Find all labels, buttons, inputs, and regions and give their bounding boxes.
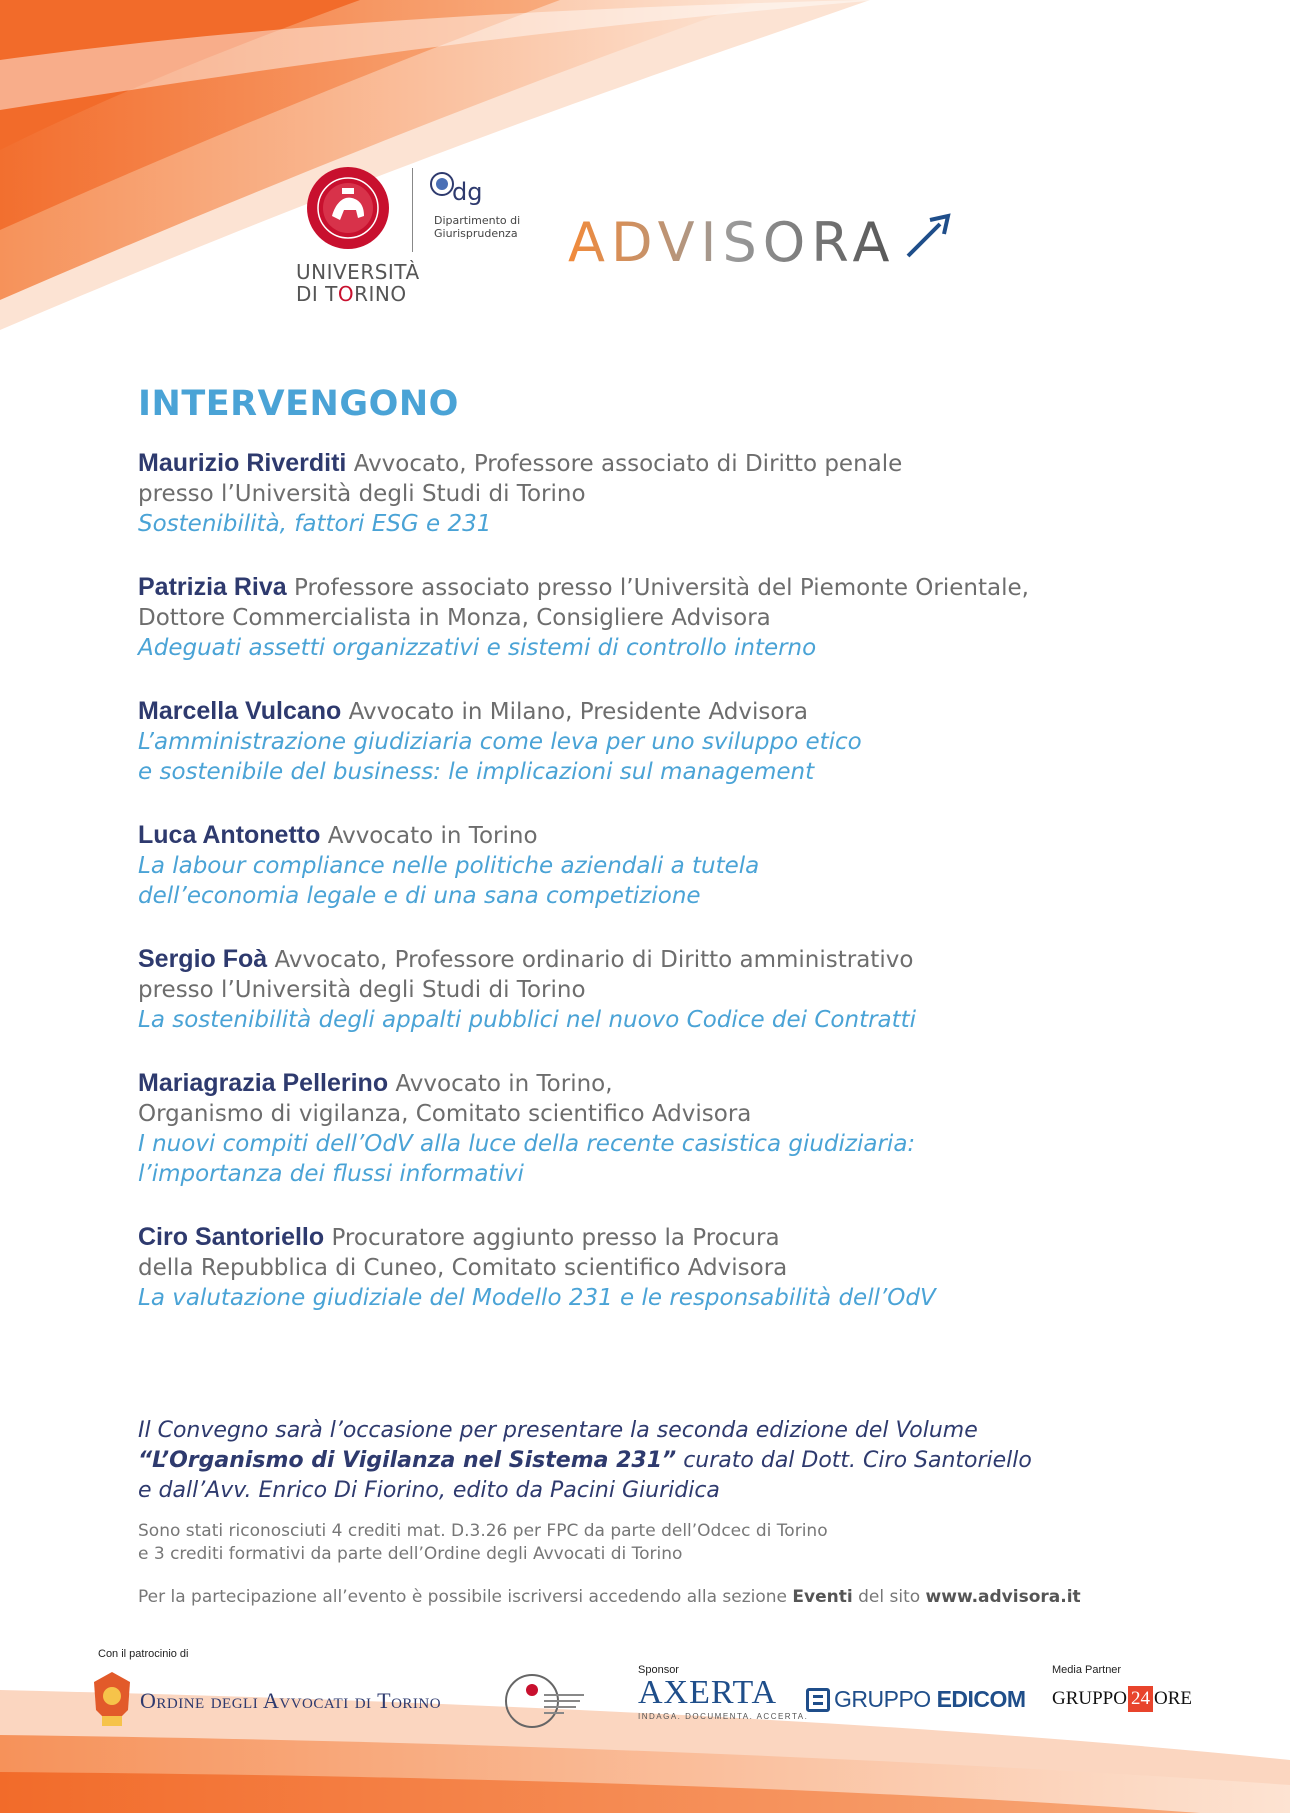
speaker-topic: Sostenibilità, fattori ESG e 231 [138, 511, 492, 537]
sponsor-label: Sponsor [638, 1664, 679, 1676]
speaker-topic: Adeguati assetti organizzativi e sistemi di controllo interno [138, 635, 817, 661]
unito-seal-icon [306, 166, 390, 250]
credits-note: Sono stati riconosciuti 4 crediti mat. D.3.26 per FPC da parte dell’Odcec di Torino e 3 crediti formativi da parte dell’Ordine degli Avvocati di Torino [138, 1521, 828, 1564]
speaker-role: Avvocato in Torino, [395, 1071, 613, 1097]
axerta-logo: AXERTA INDAGA. DOCUMENTA. ACCERTA. [638, 1674, 809, 1721]
speaker-role: Avvocato, Professore ordinario di Diritto amministrativo [274, 947, 914, 973]
speaker-name: Maurizio Riverditi [138, 449, 347, 477]
svg-text:dg: dg [452, 178, 483, 206]
speaker-entry [138, 820, 1218, 911]
speaker-topic: La valutazione giudiziale del Modello 231 e le responsabilità dell’OdV [138, 1285, 936, 1311]
edicom-mark-icon [806, 1688, 830, 1712]
media-partner-label: Media Partner [1052, 1664, 1122, 1676]
speaker-name: Mariagrazia Pellerino [138, 1069, 389, 1097]
speaker-topic: La sostenibilità degli appalti pubblici nel nuovo Codice dei Contratti [138, 1007, 917, 1033]
unito-name: UNIVERSITÀ DI TORINO [296, 260, 420, 306]
speaker-topic: L’amministrazione giudiziaria come leva per uno sviluppo etico [138, 729, 862, 755]
dg-department: Dipartimento di Giurisprudenza [434, 214, 521, 240]
gruppo-edicom-logo: GRUPPO EDICOM [806, 1686, 1026, 1714]
speaker-topic: La labour compliance nelle politiche aziendali a tutela [138, 853, 760, 879]
eventi-section-label: Eventi [792, 1587, 853, 1607]
patrocinio-label: Con il patrocinio di [98, 1648, 189, 1660]
sole24ore-logo: GRUPPO 24 ORE [1052, 1686, 1192, 1712]
ordine-avvocati-logo: Ordine degli Avvocati di Torino [90, 1670, 510, 1730]
speaker-topic: I nuovi compiti dell’OdV alla luce della recente casistica giudiziaria: [138, 1131, 916, 1157]
speaker-role: Professore associato presso l’Università del Piemonte Orientale, [294, 575, 1029, 601]
speaker-entry [138, 696, 1218, 787]
speakers-section [138, 382, 1218, 1346]
registration-note: Per la partecipazione all’evento è possibile iscriversi accedendo alla sezione Eventi del sito www.advisora.it [138, 1587, 1081, 1607]
speaker-entry [138, 1222, 1218, 1313]
speaker-name: Marcella Vulcano [138, 697, 342, 725]
speaker-name: Sergio Foà [138, 945, 268, 973]
speaker-role: presso l’Università degli Studi di Torino [138, 481, 586, 507]
speaker-entry [138, 1068, 1218, 1189]
speaker-role: Avvocato in Milano, Presidente Advisora [348, 699, 809, 725]
odcec-torino-logo [504, 1672, 590, 1730]
svg-text:ADVISORA: ADVISORA [568, 211, 896, 274]
logo-divider [412, 168, 413, 252]
speaker-topic: e sostenibile del business: le implicazioni sul management [138, 759, 815, 785]
speaker-role: della Repubblica di Cuneo, Comitato scientifico Advisora [138, 1255, 788, 1281]
speaker-name: Luca Antonetto [138, 821, 321, 849]
website-link[interactable]: www.advisora.it [925, 1587, 1081, 1607]
speaker-entry [138, 944, 1218, 1035]
speaker-role: Procuratore aggiunto presso la Procura [331, 1225, 780, 1251]
speaker-role: Dottore Commercialista in Monza, Consigliere Advisora [138, 605, 771, 631]
section-title: INTERVENGONO [138, 384, 459, 424]
unito-logo [296, 166, 526, 306]
advisora-logo [568, 206, 988, 276]
speaker-topic: l’importanza dei flussi informativi [138, 1161, 524, 1187]
speaker-topic: dell’economia legale e di una sana competizione [138, 883, 701, 909]
speaker-role: Avvocato, Professore associato di Diritto penale [353, 451, 903, 477]
speaker-role: Avvocato in Torino [327, 823, 538, 849]
closing-text [138, 1416, 1238, 1609]
speaker-name: Ciro Santoriello [138, 1223, 325, 1251]
ordine-crest-icon [90, 1670, 134, 1730]
speaker-name: Patrizia Riva [138, 573, 287, 601]
dg-logo-icon [430, 170, 486, 212]
speaker-role: presso l’Università degli Studi di Torino [138, 977, 586, 1003]
speaker-entry [138, 572, 1218, 663]
speaker-role: Organismo di vigilanza, Comitato scientifico Advisora [138, 1101, 752, 1127]
convegno-note: Il Convegno sarà l’occasione per presentare la seconda edizione del Volume “L’Organismo di Vigilanza nel Sistema 231” curato dal Dott. Ciro Santoriello e dall’Avv. Enrico Di Fiorino, edito da Pacini Giuridica [138, 1418, 1032, 1503]
speaker-entry [138, 448, 1218, 539]
